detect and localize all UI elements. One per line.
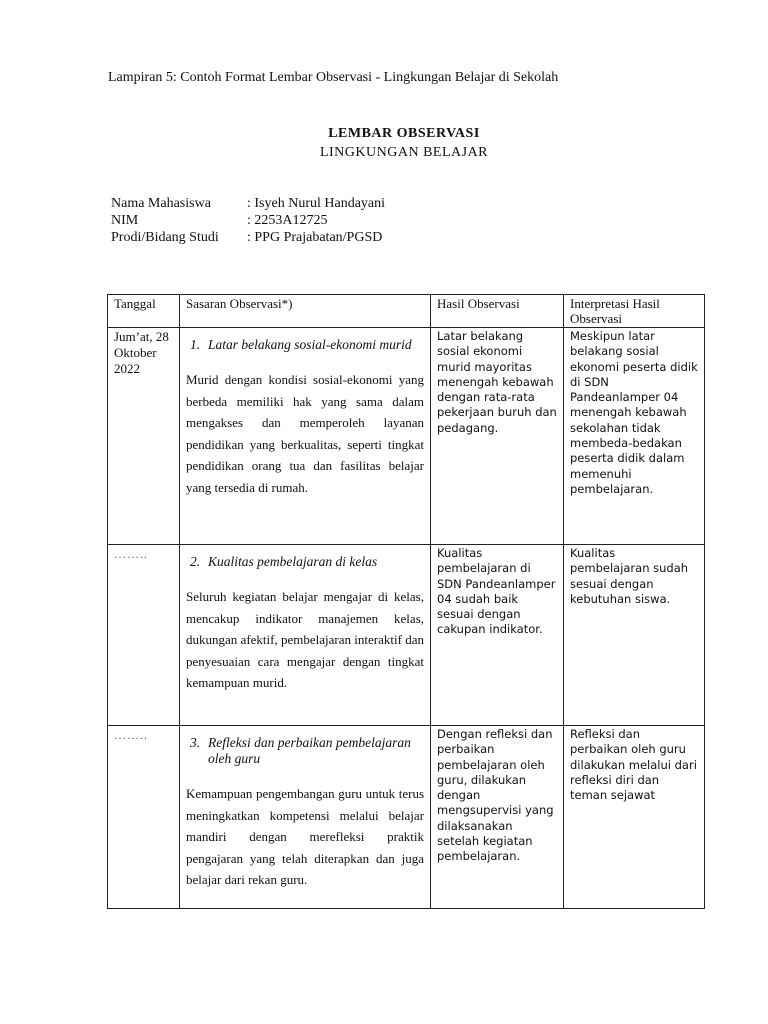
row-date: Jum’at, 28 Oktober 2022 [108,328,180,545]
header-result: Hasil Observasi [431,295,564,328]
row-result: Latar belakang sosial ekonomi murid mayoritas menengah kebawah dengan rata-rata pekerjaan buruh dan pedagang. [431,328,564,545]
info-label: Prodi/Bidang Studi [111,230,219,245]
info-row-name [111,195,385,212]
info-value: : PPG Prajabatan/PGSD [247,230,383,245]
row-result: Dengan refleksi dan perbaikan pembelajaran oleh guru, dilakukan dengan mengsupervisi yang dilaksanakan setelah kegiatan pembelajaran. [431,726,564,909]
appendix-caption: Lampiran 5: Contoh Format Lembar Observasi - Lingkungan Belajar di Sekolah [108,70,559,85]
observation-table [107,294,705,909]
row-target [180,726,431,909]
target-number: 1. [190,337,201,352]
target-title: Refleksi dan perbaikan pembelajaran oleh guru [208,735,411,766]
target-heading [190,337,424,353]
table-header-row [108,295,705,328]
table-row [108,545,705,726]
target-description: Kemampuan pengembangan guru untuk terus meningkatkan kompetensi melalui belajar mandiri dengan merefleksi praktik pengajaran yang telah diterapkan dan juga belajar dari rekan guru. [186,786,424,887]
info-value: : 2253A12725 [247,213,328,228]
row-result: Kualitas pembelajaran di SDN Pandeanlamper 04 sudah baik sesuai dengan cakupan indikator. [431,545,564,726]
table-row [108,328,705,545]
row-target [180,328,431,545]
target-heading [190,735,424,767]
info-row-program [111,229,385,246]
target-title: Kualitas pembelajaran di kelas [208,554,378,569]
table-row [108,726,705,909]
row-target [180,545,431,726]
info-label: NIM [111,213,139,228]
header-target: Sasaran Observasi*) [180,295,431,328]
target-description: Murid dengan kondisi sosial-ekonomi yang berbeda memiliki hak yang sama dalam mengakses dan memperoleh layanan pendidikan yang berkualitas, seperti tingkat pendidikan orang tua dan fasilitas belajar yang tersedia di rumah. [186,372,424,495]
row-date: …….. [108,726,180,909]
row-interpretation: Meskipun latar belakang sosial ekonomi peserta didik di SDN Pandeanlamper 04 menengah kebawah sekolahan tidak membeda-bedakan peserta didik dalam memenuhi pembelajaran. [564,328,705,545]
target-title: Latar belakang sosial-ekonomi murid [208,337,412,352]
target-number: 3. [190,735,201,750]
row-date: …….. [108,545,180,726]
row-interpretation: Refleksi dan perbaikan oleh guru dilakukan melalui dari refleksi diri dan teman sejawat [564,726,705,909]
header-interpretation: Interpretasi Hasil Observasi [564,295,705,328]
document-title: LEMBAR OBSERVASI [328,126,480,141]
target-description: Seluruh kegiatan belajar mengajar di kelas, mencakup indikator manajemen kelas, dukungan afektif, pembelajaran interaktif dan penyesuaian cara mengajar dengan tingkat kemampuan murid. [186,589,424,690]
header-date: Tanggal [108,295,180,328]
target-number: 2. [190,554,201,569]
info-row-nim [111,212,385,229]
row-interpretation: Kualitas pembelajaran sudah sesuai dengan kebutuhan siswa. [564,545,705,726]
info-value: : Isyeh Nurul Handayani [247,196,386,211]
student-info [111,195,385,246]
document-subtitle: LINGKUNGAN BELAJAR [319,145,489,160]
target-heading [190,554,424,570]
info-label: Nama Mahasiswa [111,196,211,211]
